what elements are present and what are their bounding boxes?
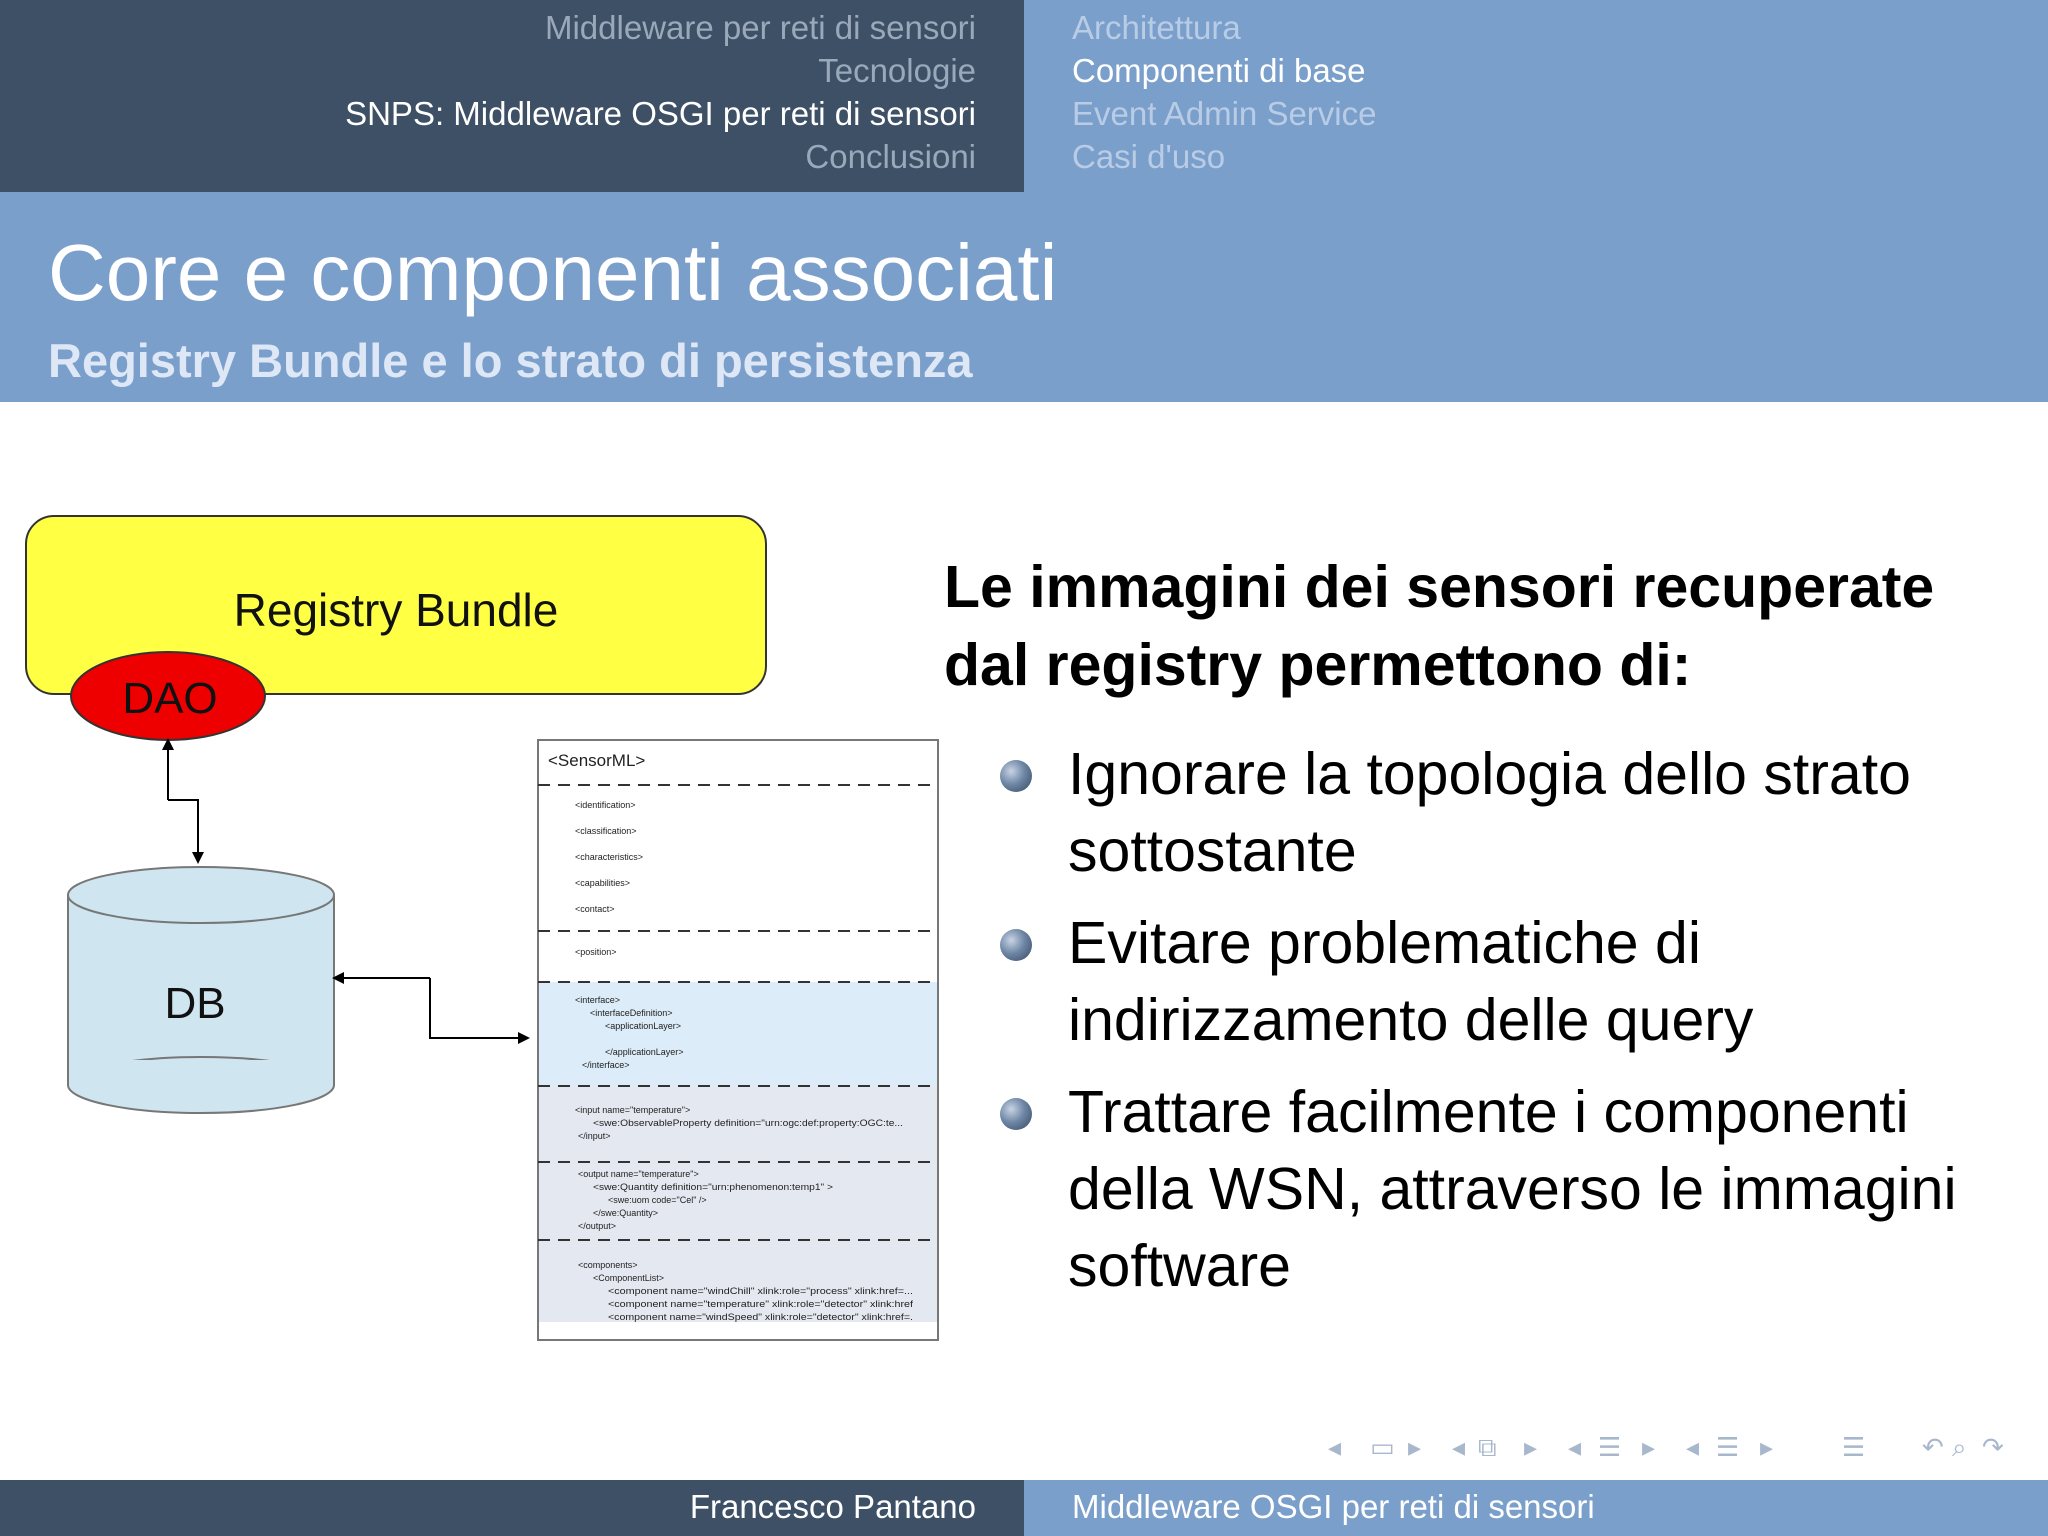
- bullet-ball-icon: [1000, 1098, 1032, 1130]
- section-item-4[interactable]: Conclusioni: [805, 138, 976, 175]
- bullet-list: [1000, 736, 2020, 1320]
- dao-db-connector-2: [168, 800, 198, 862]
- registry-bundle-label: Registry Bundle: [233, 584, 559, 636]
- sensorml-line: <contact>: [575, 904, 615, 914]
- intro-text: Le immagini dei sensori recuperate dal registry permettono di:: [944, 554, 1935, 698]
- bullet-ball-icon: [1000, 760, 1032, 792]
- footer-author-bar: [0, 1480, 1024, 1536]
- sensorml-line: <interfaceDefinition>: [590, 1008, 673, 1018]
- bullet-item: [1000, 736, 2020, 890]
- nav-next-icon[interactable]: ▸: [1642, 1432, 1656, 1462]
- nav-document-icon[interactable]: ☰: [1716, 1432, 1740, 1462]
- sensorml-line: </applicationLayer>: [605, 1047, 684, 1057]
- nav-next-icon[interactable]: ▸: [1524, 1432, 1538, 1462]
- bullet-text: Trattare facilmente i componenti della WSN, attraverso le immagini software: [1068, 1079, 1957, 1299]
- sensorml-line: <interface>: [575, 995, 621, 1005]
- sensorml-line: <component name="windChill" xlink:role="process" xlink:href=...: [608, 1286, 913, 1296]
- navigation-symbols: [1328, 1422, 2028, 1472]
- sensorml-title: <SensorML>: [548, 751, 646, 770]
- nav-section-icon[interactable]: ☰: [1598, 1432, 1622, 1462]
- nav-prev-icon[interactable]: ◂: [1452, 1432, 1466, 1462]
- sensorml-line: <component name="temperature" xlink:role="detector" xlink:href: [608, 1299, 914, 1309]
- frame-subtitle: Registry Bundle e lo strato di persistenza: [48, 334, 973, 387]
- db-sensorml-connector-2: [430, 978, 528, 1038]
- sensorml-line: <position>: [575, 947, 617, 957]
- nav-frame-icon[interactable]: ▭: [1370, 1432, 1395, 1462]
- sensorml-line: </output>: [578, 1221, 617, 1231]
- nav-back-icon[interactable]: ↶: [1922, 1432, 1944, 1462]
- sensorml-line: <swe:uom code="Cel" />: [608, 1195, 707, 1205]
- header-subsections-bar: [1024, 0, 2048, 192]
- sensorml-line: <output name="temperature">: [578, 1169, 699, 1179]
- sensorml-line: <capabilities>: [575, 878, 631, 888]
- nav-toc-icon[interactable]: ☰: [1842, 1432, 1866, 1462]
- sensorml-line: <input name="temperature">: [575, 1105, 691, 1115]
- nav-prev-icon[interactable]: ◂: [1686, 1432, 1700, 1462]
- sensorml-document: [538, 740, 938, 1340]
- sensorml-line: <components>: [578, 1260, 638, 1270]
- section-list: [345, 6, 976, 178]
- frame-title: Core e componenti associati: [48, 228, 1058, 317]
- bullet-item: [1000, 905, 2020, 1059]
- sensorml-line: </swe:Quantity>: [593, 1208, 659, 1218]
- footer-title: Middleware OSGI per reti di sensori: [1072, 1488, 1595, 1525]
- bullet-ball-icon: [1000, 929, 1032, 961]
- sensorml-line: <applicationLayer>: [605, 1021, 682, 1031]
- section-item-1[interactable]: Middleware per reti di sensori: [544, 9, 976, 46]
- sensorml-line: <identification>: [575, 800, 636, 810]
- header-sections-bar: [0, 0, 1024, 192]
- sensorml-line: </input>: [578, 1131, 611, 1141]
- bullet-text: Evitare problematiche di indirizzamento delle query: [1068, 910, 1754, 1053]
- subsection-item-2[interactable]: Componenti di base: [1072, 52, 1366, 89]
- db-label: DB: [164, 979, 226, 1028]
- sensorml-line: <classification>: [575, 826, 637, 836]
- nav-next-icon[interactable]: ▸: [1408, 1432, 1422, 1462]
- sensorml-line: <swe:ObservableProperty definition="urn:ogc:def:property:OGC:te...: [593, 1118, 903, 1128]
- bullet-text: Ignorare la topologia dello strato sottostante: [1068, 741, 1911, 884]
- sensorml-line: </interface>: [582, 1060, 630, 1070]
- subsection-list: [1072, 6, 1376, 178]
- footer-title-bar: [1024, 1480, 2048, 1536]
- nav-search-icon[interactable]: ⌕: [1952, 1432, 1967, 1462]
- sensorml-line: <ComponentList>: [593, 1273, 665, 1283]
- nav-prev-icon[interactable]: ◂: [1568, 1432, 1582, 1462]
- nav-subsection-icon[interactable]: ⧉: [1478, 1432, 1497, 1462]
- subsection-item-3[interactable]: Event Admin Service: [1072, 95, 1377, 132]
- dao-label: DAO: [122, 674, 218, 723]
- nav-forward-icon[interactable]: ↷: [1982, 1432, 2004, 1462]
- bullet-item: [1000, 1074, 2020, 1305]
- registry-diagram: [0, 500, 950, 1360]
- nav-next-icon[interactable]: ▸: [1760, 1432, 1774, 1462]
- sensorml-line: <component name="windSpeed" xlink:role="detector" xlink:href=.: [608, 1312, 913, 1322]
- footer-author: Francesco Pantano: [689, 1488, 976, 1525]
- nav-prev-icon[interactable]: ◂: [1328, 1432, 1342, 1462]
- subsection-item-4[interactable]: Casi d'uso: [1072, 138, 1226, 175]
- section-item-3[interactable]: SNPS: Middleware OSGI per reti di sensori: [345, 95, 976, 132]
- sensorml-line: <characteristics>: [575, 852, 644, 862]
- subsection-item-1[interactable]: Architettura: [1072, 9, 1241, 46]
- sensorml-line: <swe:Quantity definition="urn:phenomenon:temp1" >: [593, 1182, 833, 1192]
- section-item-2[interactable]: Tecnologie: [818, 52, 976, 89]
